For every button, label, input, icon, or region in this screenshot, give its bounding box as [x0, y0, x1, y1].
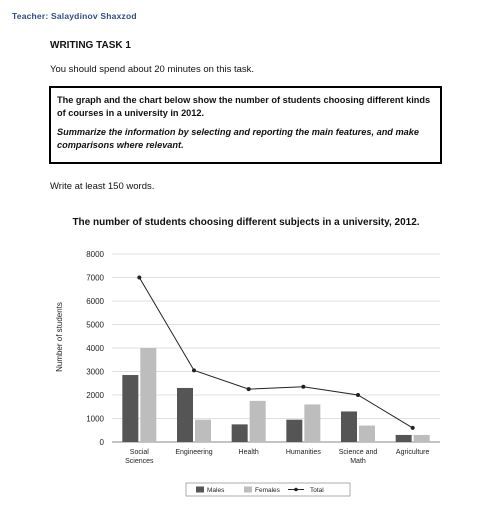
word-count-instruction: Write at least 150 words. — [50, 181, 155, 192]
x-tick-label: Health — [238, 449, 259, 456]
y-tick-label: 2000 — [86, 391, 104, 400]
chart-title: The number of students choosing different subjects in a university, 2012. — [72, 217, 420, 228]
x-tick-label: Math — [350, 458, 366, 465]
y-tick-label: 0 — [99, 438, 104, 447]
bar-males — [122, 375, 138, 442]
bar-females — [359, 426, 375, 442]
legend-swatch-males — [196, 487, 204, 493]
legend-label: Total — [310, 487, 324, 494]
legend — [186, 483, 350, 496]
x-tick-labels — [125, 449, 429, 465]
legend-swatch-females — [244, 487, 252, 493]
y-axis-label: Number of students — [55, 302, 64, 372]
y-tick-label: 4000 — [86, 344, 104, 353]
bar-females — [140, 348, 156, 442]
bar-line-chart — [0, 205, 495, 512]
y-tick-label: 1000 — [86, 414, 104, 424]
prompt-box — [49, 86, 442, 164]
y-tick-label: 3000 — [86, 367, 104, 377]
bar-females — [195, 420, 211, 442]
y-tick-label: 5000 — [86, 320, 104, 330]
x-tick-label: Engineering — [175, 449, 213, 456]
x-tick-label: Sciences — [125, 458, 154, 465]
total-point — [301, 385, 305, 389]
total-point — [411, 426, 415, 430]
y-tick-label: 8000 — [86, 250, 104, 259]
bar-males — [396, 435, 412, 442]
legend-marker-total — [294, 488, 298, 492]
bar-females — [414, 435, 430, 442]
bar-males — [177, 388, 193, 442]
chart-container — [0, 205, 495, 512]
x-tick-label: Social — [129, 449, 149, 456]
bar-males — [286, 420, 302, 442]
summary-instruction: Summarize the information by selecting and reporting the main features, and make comparisons where relevant. — [57, 127, 419, 150]
teacher-header: Teacher: Salaydinov Shaxzod — [12, 11, 137, 21]
total-point — [192, 368, 196, 372]
x-tick-label: Humanities — [285, 449, 321, 456]
y-tick-labels — [86, 250, 104, 447]
grid-lines — [112, 254, 440, 442]
task-instruction: You should spend about 20 minutes on this task. — [50, 64, 255, 75]
legend-label: Males — [207, 487, 225, 494]
x-tick-label: Agriculture — [395, 449, 430, 456]
prompt-text: The graph and the chart below show the number of students choosing different kinds of courses in a university in 2012. — [57, 95, 431, 118]
y-tick-label: 7000 — [86, 273, 104, 283]
bar-females — [250, 401, 266, 442]
bar-females — [304, 404, 320, 442]
bar-males — [232, 424, 248, 442]
y-tick-label: 6000 — [86, 297, 104, 306]
total-point — [137, 276, 141, 280]
total-point — [247, 387, 251, 391]
task-title: WRITING TASK 1 — [50, 40, 131, 51]
bar-males — [341, 411, 357, 442]
x-tick-label: Science and — [338, 449, 378, 456]
legend-label: Females — [255, 487, 280, 494]
total-point — [356, 393, 360, 397]
